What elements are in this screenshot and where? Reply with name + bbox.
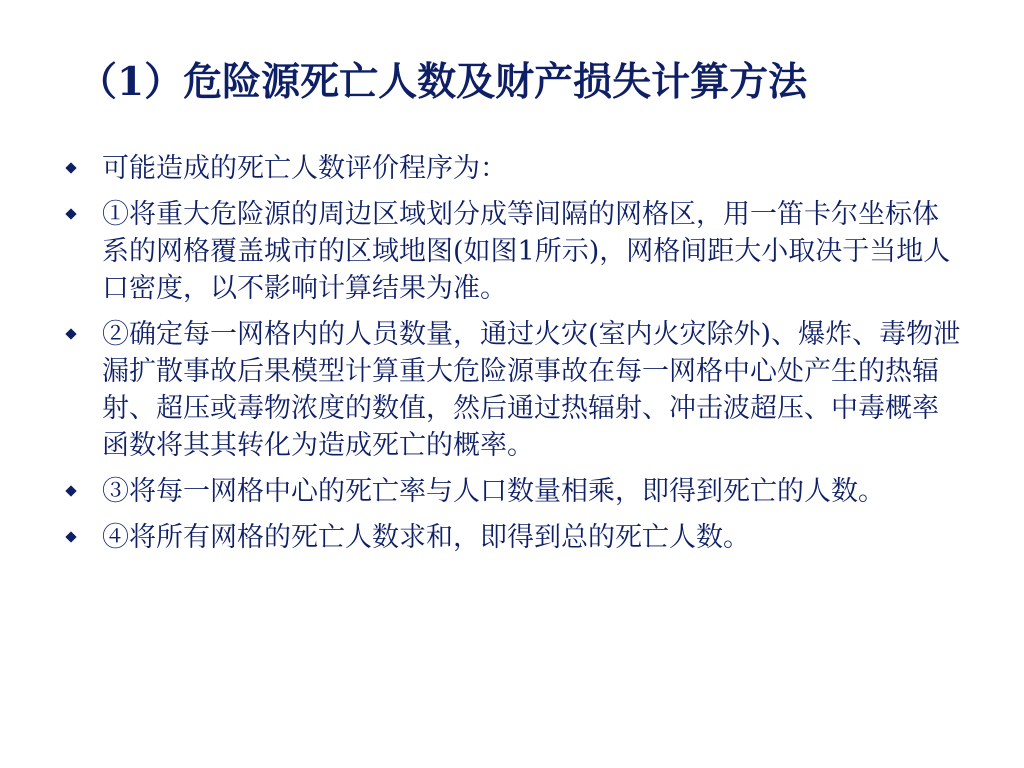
bullet-text: 可能造成的死亡人数评价程序为： (102, 153, 507, 184)
diamond-bullet-icon (65, 162, 76, 173)
bullet-text: ②确定每一网格内的人员数量，通过火灾(室内火灾除外)、爆炸、毒物泄漏扩散事故后果模型计算重大危险源事故在每一网格中心处产生的热辐射、超压或毒物浓度的数值，然后通过热辐射、冲击波超压、中毒概率函数将其其转化为造成死亡的概率。 (102, 319, 961, 461)
bullet-item (62, 316, 962, 464)
bullet-item (62, 473, 962, 510)
bullet-item (62, 196, 962, 307)
diamond-bullet-icon (65, 208, 76, 219)
bullet-item (62, 519, 962, 556)
bullet-text: ④将所有网格的死亡人数求和，即得到总的死亡人数。 (102, 522, 750, 553)
diamond-bullet-icon (65, 531, 76, 542)
slide-title: （1）危险源死亡人数及财产损失计算方法 (78, 59, 808, 105)
bullet-item (62, 150, 962, 187)
diamond-bullet-icon (65, 485, 76, 496)
bullet-list (62, 150, 962, 565)
bullet-text: ③将每一网格中心的死亡率与人口数量相乘，即得到死亡的人数。 (102, 476, 885, 507)
diamond-bullet-icon (65, 328, 76, 339)
bullet-text: ①将重大危险源的周边区域划分成等间隔的网格区，用一笛卡尔坐标体系的网格覆盖城市的区域地图(如图1所示)，网格间距大小取决于当地人口密度，以不影响计算结果为准。 (102, 199, 951, 304)
